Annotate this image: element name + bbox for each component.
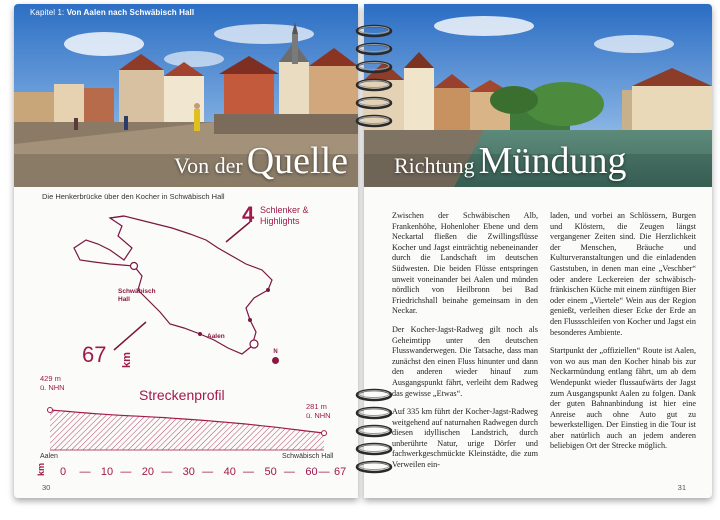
heading-right-small: Richtung <box>394 153 475 178</box>
start-elevation-unit: ü. NHN <box>40 383 65 392</box>
axis-dash: — <box>161 466 173 478</box>
profile-start-town: Aalen <box>40 453 58 460</box>
north-arrow-icon <box>272 357 279 364</box>
page-number-left: 30 <box>42 483 51 492</box>
paragraph: Auf 335 km führt der Kocher-Jagst-Radweg weitgehend auf naturnahen Radwegen durch diesen idyllischen Landstrich, durch unberührte Natur, urige Dörfer und fachwerkgeschmückte Kleinstädte, die zum Verweilen ein- <box>392 407 538 470</box>
axis-tick-label: 10 <box>100 466 114 478</box>
paragraph: Zwischen der Schwäbischen Alb, Frankenhöhe, Hohenloher Ebene und dem Neckartal fließen die Zwillingsflüsse Kocher und Jagst einträchtig nebeneinander durch die Landschaft im deutschen Südwesten. Die beiden Flüsse entspringen unweit voneinander bei Aalen und münden nördlich von Heilbronn bei Bad Friedrichshall beinahe gemeinsam in den Neckar. <box>392 211 538 316</box>
left-page <box>14 4 358 498</box>
town-photo-right <box>364 4 712 187</box>
axis-tick-label: 50 <box>264 466 277 478</box>
axis-tick-label: 40 <box>223 466 236 478</box>
axis-tick-label: 60 <box>305 466 318 478</box>
spiral-ring <box>354 388 394 402</box>
route-length-unit: km <box>121 352 133 368</box>
route-map <box>14 204 358 374</box>
town-photo-left <box>14 4 358 187</box>
page-number-right: 31 <box>677 483 686 492</box>
highlights-label <box>260 205 309 227</box>
chapter-title: Von Aalen nach Schwäbisch Hall <box>66 8 195 17</box>
heading-left-small: Von der <box>174 153 243 178</box>
spiral-ring <box>354 60 394 74</box>
spiral-ring <box>354 42 394 56</box>
town-schwaebisch-hall-line1: Schwäbisch <box>118 288 156 295</box>
profile-end-marker <box>322 431 327 436</box>
spiral-ring <box>354 78 394 92</box>
profile-area <box>50 410 324 450</box>
end-elevation-value: 281 m <box>306 402 327 411</box>
axis-tick-label: 20 <box>141 466 155 478</box>
text-column-1 <box>392 211 538 479</box>
schwaebisch-hall-marker <box>131 263 138 270</box>
axis-dash: — <box>79 466 91 478</box>
town-aalen: Aalen <box>207 333 225 340</box>
north-indicator <box>272 349 279 364</box>
open-book <box>14 4 712 498</box>
town-schwaebisch-hall <box>118 288 156 304</box>
heading-right-large: Mündung <box>478 140 627 182</box>
text-column-2 <box>550 211 696 460</box>
spiral-ring <box>354 24 394 38</box>
axis-tick-label: 30 <box>182 466 195 478</box>
north-label: N <box>273 349 278 355</box>
route-line <box>74 216 272 354</box>
highlights-count: 4 <box>242 202 255 227</box>
heading-left <box>174 139 348 183</box>
axis-dash: — <box>318 466 330 478</box>
photo-caption: Die Henkerbrücke über den Kocher in Schwäbisch Hall <box>42 192 225 201</box>
spiral-ring <box>354 96 394 110</box>
heading-left-large: Quelle <box>246 140 348 182</box>
axis-dash: — <box>202 466 214 478</box>
start-elevation <box>40 374 65 392</box>
paragraph: Startpunkt der „offiziellen“ Route ist Aalen, von wo aus man den Kocher hinab bis zur Neckarmündung entlang fährt, um ab dem Wendepunkt wieder flussaufwärts der Jagst zum Ausgangspunkt Aalen zu folgen. Dank der guten Bahnanbindung ist hier eine Anreise auch ohne Auto gut zu bewerkstelligen. Der Einstieg in die Tour ist aber natürlich auch an jedem anderen beliebigen Ort der Strecke möglich. <box>550 346 696 451</box>
spiral-ring <box>354 460 394 474</box>
profile-title: Streckenprofil <box>139 387 225 403</box>
right-page <box>364 4 712 498</box>
spiral-ring <box>354 442 394 456</box>
axis-dash: — <box>243 466 255 478</box>
end-elevation-unit: ü. NHN <box>306 411 331 420</box>
axis-tick-label: 0 <box>60 466 67 478</box>
heading-right <box>394 139 626 183</box>
profile-axis-unit: km <box>36 462 46 476</box>
spiral-ring <box>354 406 394 420</box>
spiral-ring <box>354 114 394 128</box>
paragraph: laden, und vorbei an Schlössern, Burgen und Klöstern, die Zeugen längst vergangener Zeiten sind. Die Herzlichkeit der Menschen, Bräuche und Kulturveranstaltungen und die einladenden Gaststuben, in denen man eine „Veschber“ oder andere Leckereien der schwäbisch-fränkischen Küche mit einem zünftigen Bier oder einem „Viertele“ Wein aus der Region genießt, verleihen dieser Ecke der Erde an den Flussschleifen von Kocher und Jagst ein besonderes Ambiente. <box>550 211 696 337</box>
highlights-label-line2: Highlights <box>260 216 300 226</box>
spiral-ring <box>354 424 394 438</box>
axis-dash: — <box>120 466 132 478</box>
route-length: 67 <box>82 342 107 367</box>
town-schwaebisch-hall-line2: Hall <box>118 296 130 303</box>
aalen-marker <box>250 340 258 348</box>
axis-tick-label: 67 <box>334 466 347 478</box>
highlights-label-line1: Schlenker & <box>260 205 309 215</box>
profile-end-town: Schwäbisch Hall <box>282 453 334 460</box>
profile-start-marker <box>48 407 53 412</box>
start-elevation-value: 429 m <box>40 374 61 383</box>
chapter-header <box>30 8 194 17</box>
paragraph: Der Kocher-Jagst-Radweg gilt noch als Geheimtipp unter den deutschen Flusswanderwegen. Die Tatsache, dass man zunächst den einen Fluss hinunter und dann den anderen wieder hinauf zum Ausgangspunkt fährt, verleiht dem Radweg das gewisse „Etwas“. <box>392 324 538 398</box>
axis-dash: — <box>283 466 295 478</box>
chapter-prefix: Kapitel 1: <box>30 8 65 17</box>
